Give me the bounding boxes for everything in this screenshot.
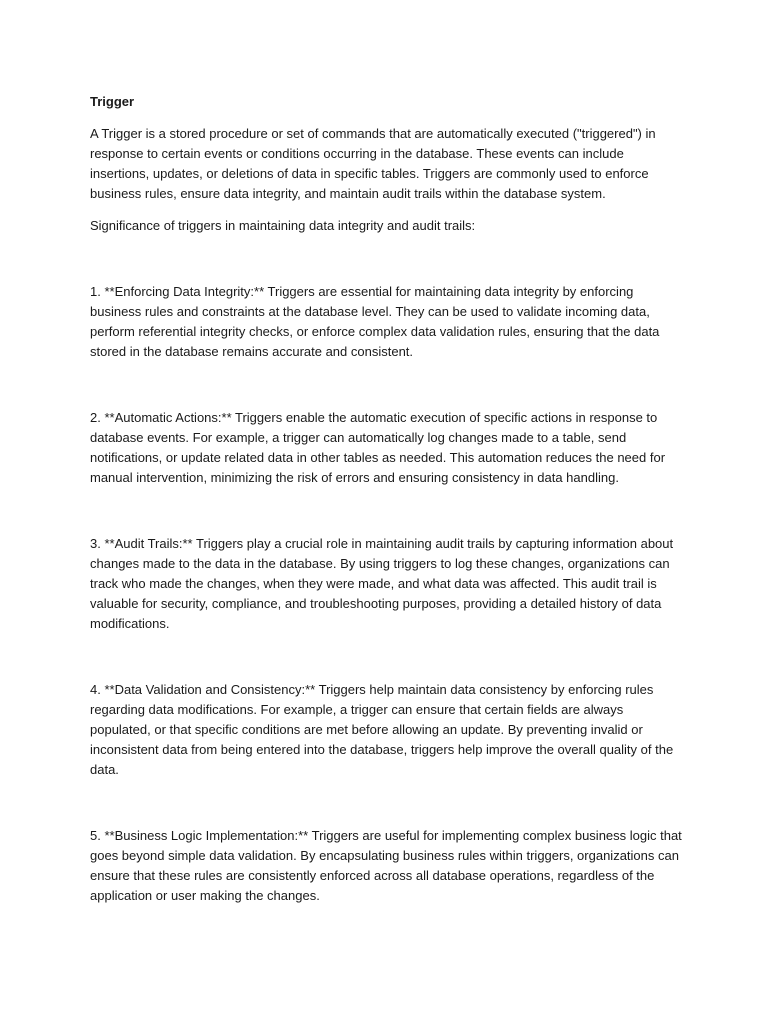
document-title: Trigger [90, 94, 135, 109]
point-paragraph-4: 4. **Data Validation and Consistency:** Triggers help maintain data consistency by enforcing rules regarding data modifications. For example, a trigger can ensure that certain fields are always populated, or that specific conditions are met before allowing an update. By preventing invalid or inconsistent data from being entered into the database, triggers help improve the overall quality of the data. [90, 682, 674, 777]
lead-paragraph: Significance of triggers in maintaining data integrity and audit trails: [90, 218, 476, 233]
point-paragraph-1: 1. **Enforcing Data Integrity:** Triggers are essential for maintaining data integrity by enforcing business rules and constraints at the database level. They can be used to validate incoming data, perform referential integrity checks, or enforce complex data validation rules, ensuring that the data stored in the database remains accurate and consistent. [90, 284, 660, 359]
document-page [90, 92, 682, 952]
point-paragraph-2: 2. **Automatic Actions:** Triggers enable the automatic execution of specific actions in response to database events. For example, a trigger can automatically log changes made to a table, send notifications, or update related data in other tables as needed. This automation reduces the need for manual intervention, minimizing the risk of errors and ensuring consistency in data handling. [90, 410, 666, 485]
point-paragraph-5: 5. **Business Logic Implementation:** Triggers are useful for implementing complex business logic that goes beyond simple data validation. By encapsulating business rules within triggers, organizations can ensure that these rules are consistently enforced across all database operations, regardless of the application or user making the changes. [90, 828, 682, 903]
intro-paragraph: A Trigger is a stored procedure or set of commands that are automatically executed ("triggered") in response to certain events or conditions occurring in the database. These events can include insertions, updates, or deletions of data in specific tables. Triggers are commonly used to enforce business rules, ensure data integrity, and maintain audit trails within the database system. [90, 126, 656, 201]
point-paragraph-3: 3. **Audit Trails:** Triggers play a crucial role in maintaining audit trails by capturing information about changes made to the data in the database. By using triggers to log these changes, organizations can track who made the changes, when they were made, and what data was affected. This audit trail is valuable for security, compliance, and troubleshooting purposes, providing a detailed history of data modifications. [90, 536, 674, 631]
